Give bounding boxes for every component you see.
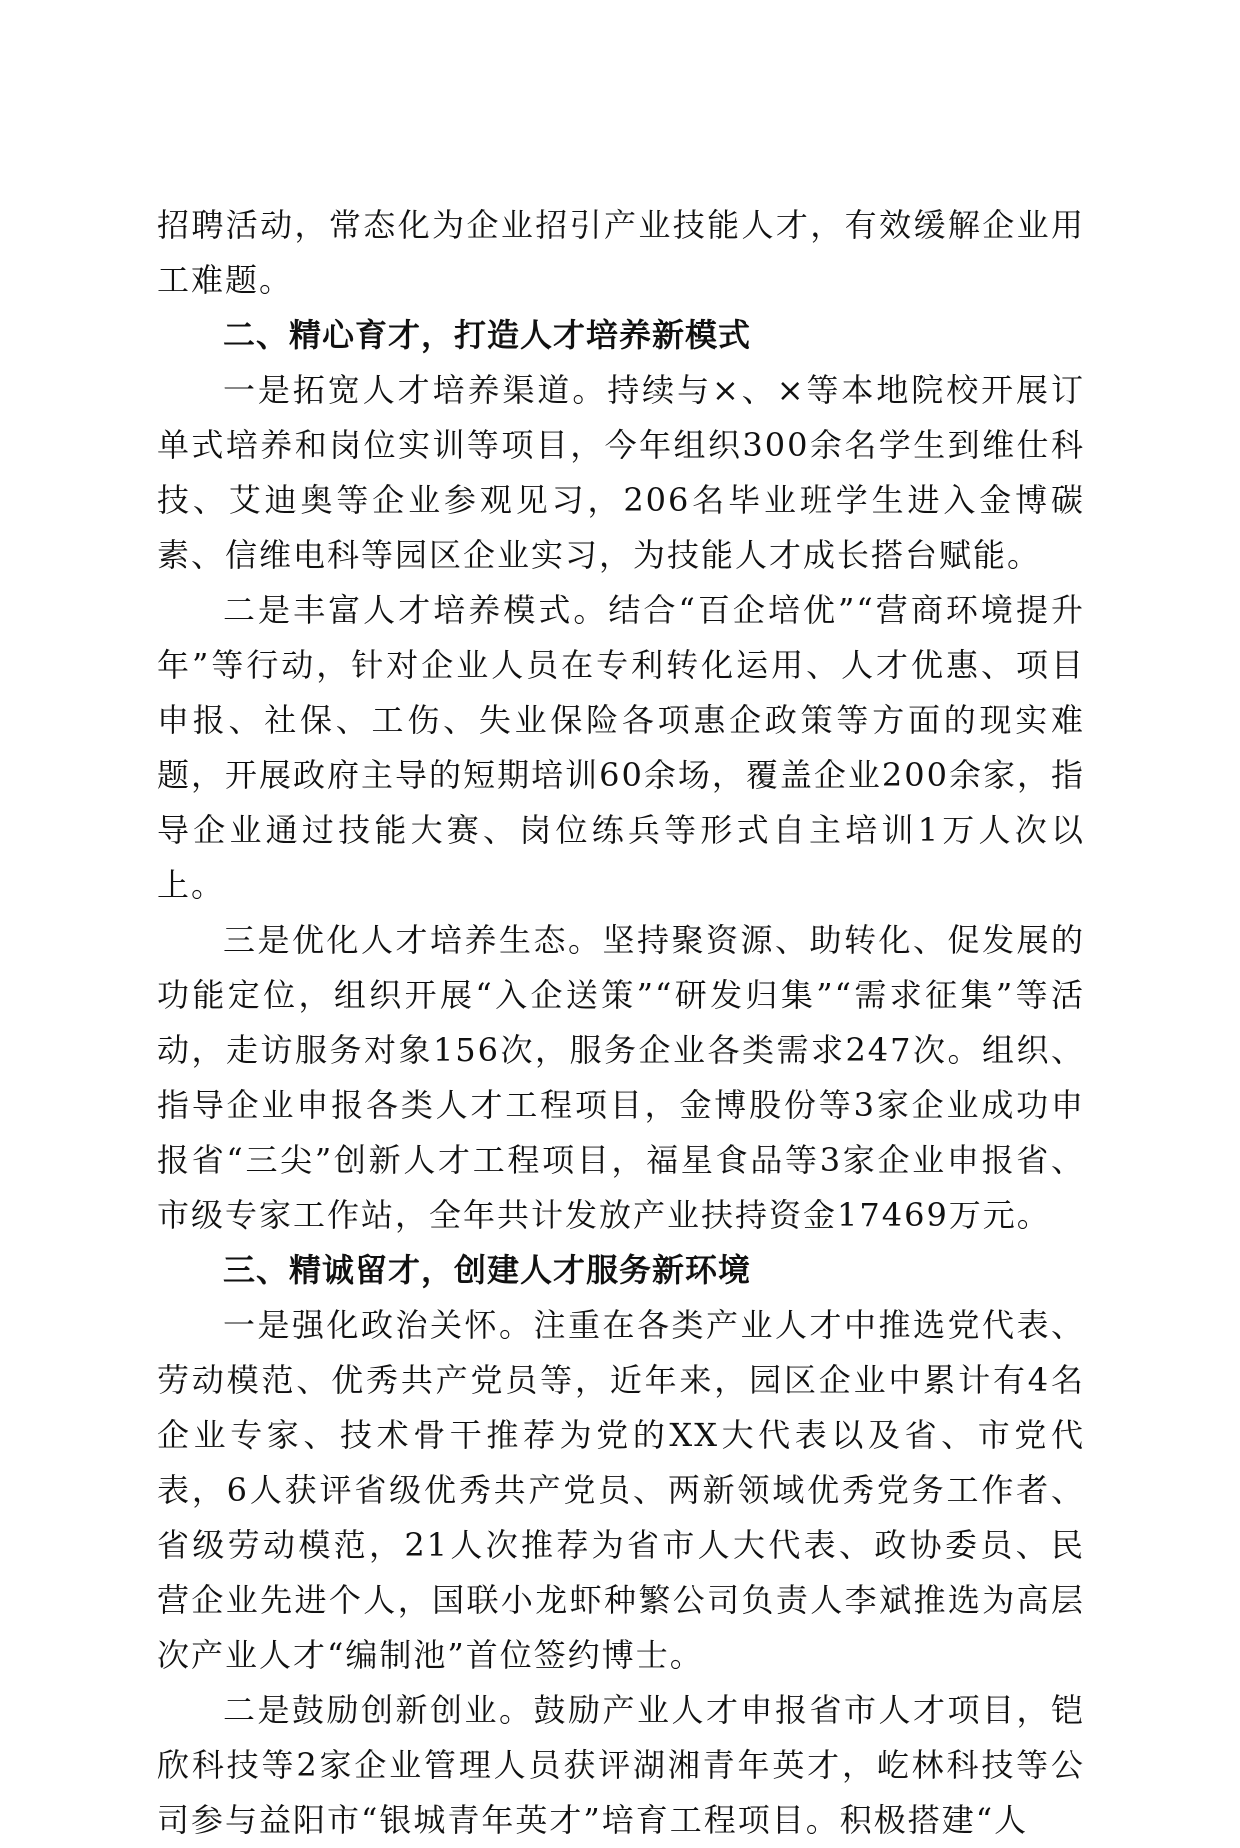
paragraph-talent-ecosystem: 三是优化人才培养生态。坚持聚资源、助转化、促发展的功能定位，组织开展“入企送策”“研发归集”“需求征集”等活动，走访服务对象156次，服务企业各类需求247次。组织、指导企业申报各类人才工程项目，金博股份等3家企业成功申报省“三尖”创新人才工程项目，福星食品等3家企业申报省、市级专家工作站，全年共计发放产业扶持资金17469万元。 (157, 921, 1085, 1234)
document-page (157, 198, 1085, 1848)
section-heading-3: 三、精诚留才，创建人才服务新环境 (223, 1251, 752, 1289)
paragraph-political-care: 一是强化政治关怀。注重在各类产业人才中推选党代表、劳动模范、优秀共产党员等，近年来，园区企业中累计有4名企业专家、技术骨干推荐为党的XX大代表以及省、市党代表，6人获评省级优秀共产党员、两新领域优秀党务工作者、省级劳动模范，21人次推荐为省市人大代表、政协委员、民营企业先进个人，国联小龙虾种繁公司负责人李斌推选为高层次产业人才“编制池”首位签约博士。 (157, 1306, 1085, 1674)
section-heading-2: 二、精心育才，打造人才培养新模式 (223, 316, 752, 354)
paragraph-continuation: 招聘活动，常态化为企业招引产业技能人才，有效缓解企业用工难题。 (157, 206, 1085, 299)
paragraph-talent-channels: 一是拓宽人才培养渠道。持续与×、×等本地院校开展订单式培养和岗位实训等项目，今年组织300余名学生到维仕科技、艾迪奥等企业参观见习，206名毕业班学生进入金博碳素、信维电科等园区企业实习，为技能人才成长搭台赋能。 (157, 371, 1085, 574)
paragraph-innovation: 二是鼓励创新创业。鼓励产业人才申报省市人才项目，铠欣科技等2家企业管理人员获评湖湘青年英才，屹林科技等公司参与益阳市“银城青年英才”培育工程项目。积极搭建“人 (157, 1691, 1085, 1839)
paragraph-talent-models: 二是丰富人才培养模式。结合“百企培优”“营商环境提升年”等行动，针对企业人员在专利转化运用、人才优惠、项目申报、社保、工伤、失业保险各项惠企政策等方面的现实难题，开展政府主导的短期培训60余场，覆盖企业200余家，指导企业通过技能大赛、岗位练兵等形式自主培训1万人次以上。 (157, 591, 1085, 904)
